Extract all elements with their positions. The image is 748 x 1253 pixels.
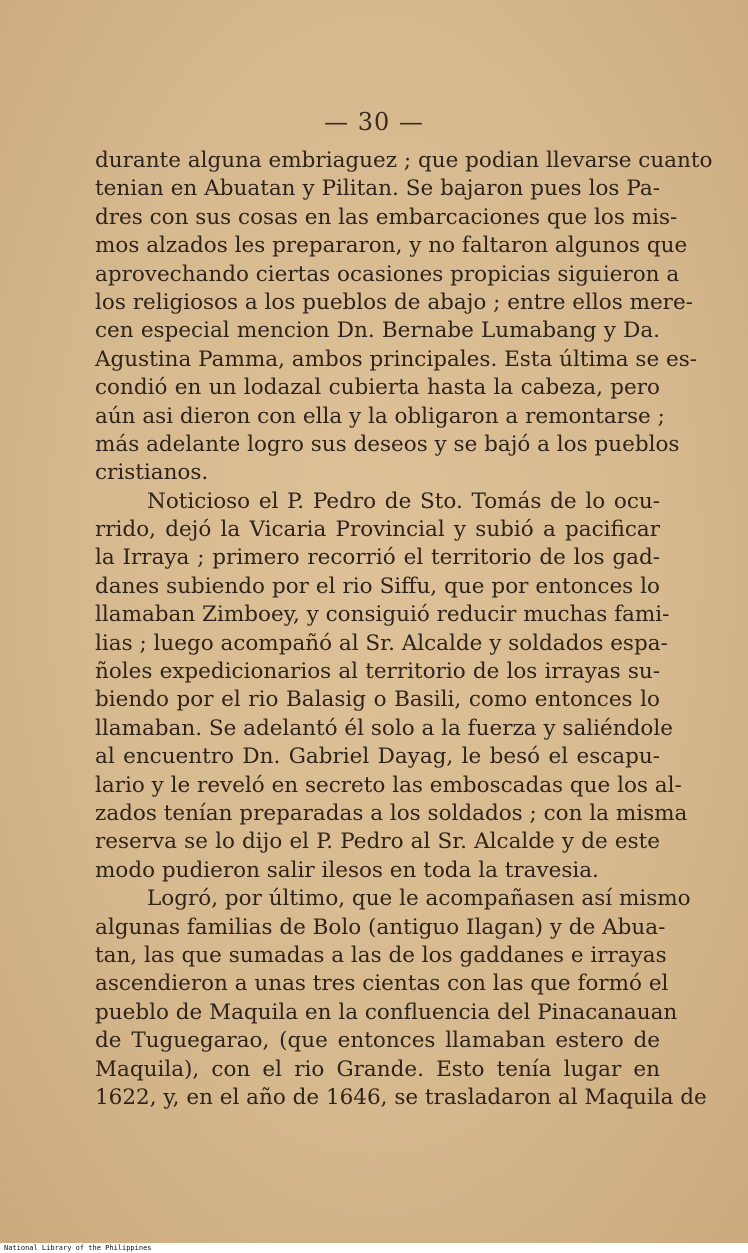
page-number: — 30 —	[324, 108, 424, 136]
text-line: lario y le reveló en secreto las emboscadas que los al-	[95, 772, 682, 798]
text-line: lias ; luego acompañó al Sr. Alcalde y soldados espa-	[95, 630, 668, 656]
text-line: condió en un lodazal cubierta hasta la cabeza, pero	[95, 375, 660, 401]
text-line: 1622, y, en el año de 1646, se trasladaron al Maquila de	[95, 1084, 707, 1110]
text-line: ñoles expedicionarios al territorio de los irrayas su-	[95, 659, 660, 685]
text-line: llamaban. Se adelantó él solo a la fuerza y saliéndole	[95, 715, 673, 741]
text-line: rrido, dejó la Vicaria Provincial y subió a pacificar	[95, 517, 660, 543]
text-line: reserva se lo dijo el P. Pedro al Sr. Alcalde y de este	[95, 829, 660, 855]
text-line: durante alguna embriaguez ; que podian llevarse cuanto	[95, 148, 713, 173]
text-line: aprovechando ciertas ocasiones propicias siguieron a	[95, 261, 680, 287]
text-line: al encuentro Dn. Gabriel Dayag, le besó el escapu-	[95, 744, 660, 770]
text-line: biendo por el rio Balasig o Basili, como entonces lo	[95, 687, 660, 713]
text-line: mos alzados les prepararon, y no faltaron algunos que	[95, 233, 688, 259]
text-line: tenian en Abuatan y Pilitan. Se bajaron pues los Pa-	[95, 176, 660, 202]
text-line: la Irraya ; primero recorrió el territorio de los gad-	[95, 545, 660, 571]
text-line: llamaban Zimboey, y consiguió reducir muchas fami-	[95, 602, 670, 628]
text-line: aún asi dieron con ella y la obligaron a remontarse ;	[95, 403, 665, 429]
text-line: zados tenían preparadas a los soldados ; con la misma	[95, 800, 688, 826]
text-line: algunas familias de Bolo (antiguo Ilagan) y de Abua-	[95, 914, 666, 940]
text-line: danes subiendo por el rio Siffu, que por entonces lo	[95, 573, 660, 599]
body-text	[95, 147, 713, 1112]
text-line: ascendieron a unas tres cientas con las que formó el	[95, 971, 669, 997]
text-line: pueblo de Maquila en la confluencia del Pinacanauan	[95, 999, 678, 1025]
text-line: más adelante logro sus deseos y se bajó a los pueblos	[95, 431, 680, 457]
text-line: cen especial mencion Dn. Bernabe Lumabang y Da.	[95, 318, 660, 344]
text-line: Logró, por último, que le acompañasen así mismo	[147, 886, 691, 912]
text-line: Agustina Pamma, ambos principales. Esta última se es-	[95, 346, 698, 372]
text-line: modo pudieron salir ilesos en toda la travesia.	[95, 857, 599, 883]
text-line: tan, las que sumadas a las de los gaddanes e irrayas	[95, 942, 667, 968]
text-line: dres con sus cosas en las embarcaciones que los mis-	[95, 204, 678, 230]
text-line: Noticioso el P. Pedro de Sto. Tomás de lo ocu-	[147, 488, 660, 514]
text-line: Maquila), con el rio Grande. Esto tenía lugar en	[95, 1056, 660, 1082]
library-credit: National Library of the Philippines	[4, 1244, 152, 1252]
text-line: de Tuguegarao, (que entonces llamaban estero de	[95, 1028, 660, 1054]
text-line: los religiosos a los pueblos de abajo ; entre ellos mere-	[95, 289, 693, 315]
text-line: cristianos.	[95, 460, 209, 486]
